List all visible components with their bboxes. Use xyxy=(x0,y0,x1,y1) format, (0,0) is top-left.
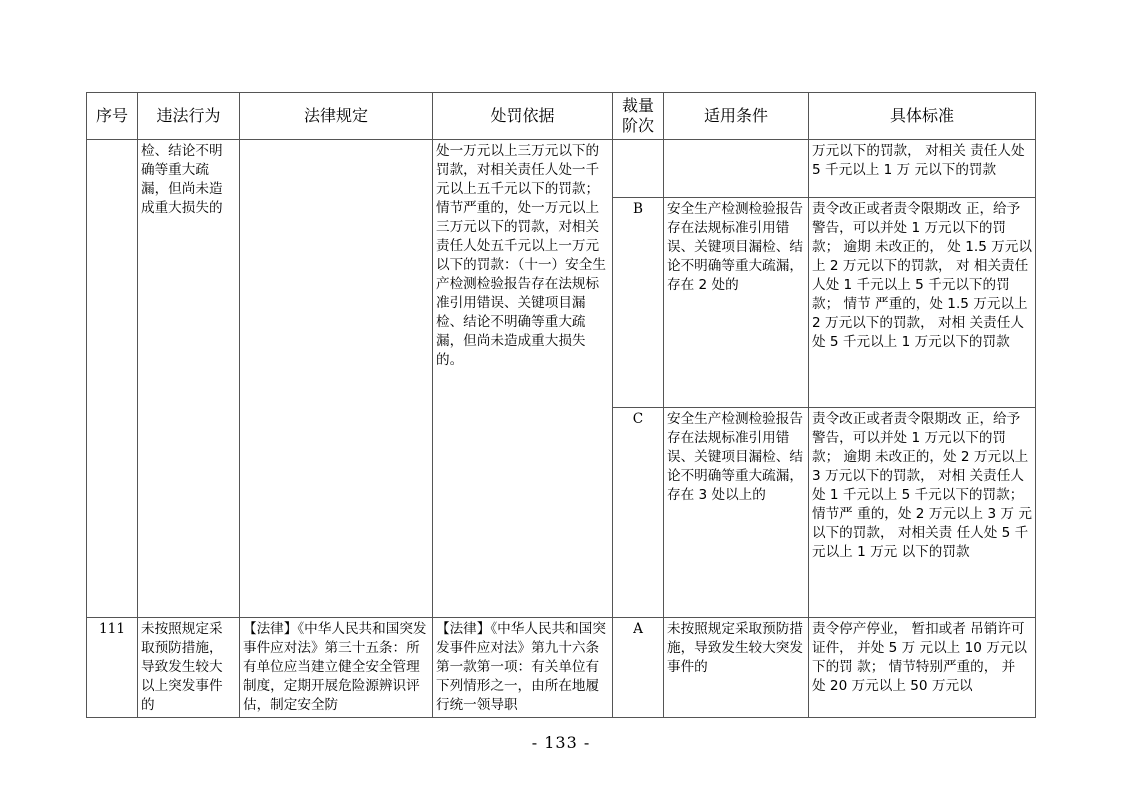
regulation-table xyxy=(86,92,1036,718)
header-row xyxy=(87,93,1036,140)
level-cell: B xyxy=(613,198,664,408)
seq-cell xyxy=(87,140,138,618)
level-cell xyxy=(613,140,664,198)
level-cell: C xyxy=(613,408,664,618)
seq-cell: 111 xyxy=(87,618,138,718)
table-row xyxy=(87,140,1036,198)
header-legal-provision: 法律规定 xyxy=(240,93,433,140)
penalty-basis-cell: 【法律】《中华人民共和国突发事件应对法》第九十六条第一款第一项：有关单位有下列情形之一，由所在地履行统一领导职 xyxy=(433,618,613,718)
header-condition: 适用条件 xyxy=(664,93,809,140)
header-violation: 违法行为 xyxy=(138,93,240,140)
violation-cell: 未按照规定采取预防措施，导致发生较大以上突发事件的 xyxy=(138,618,240,718)
standard-cell: 万元以下的罚款， 对相关 责任人处 5 千元以上 1 万 元以下的罚款 xyxy=(809,140,1036,198)
page-number: - 133 - xyxy=(531,733,591,752)
header-penalty-basis: 处罚依据 xyxy=(433,93,613,140)
table-row xyxy=(87,618,1036,718)
header-seq: 序号 xyxy=(87,93,138,140)
level-cell: A xyxy=(613,618,664,718)
legal-provision-cell: 【法律】《中华人民共和国突发事件应对法》第三十五条：所有单位应当建立健全安全管理制度，定期开展危险源辨识评估，制定安全防 xyxy=(240,618,433,718)
condition-cell xyxy=(664,140,809,198)
standard-cell: 责令改正或者责令限期改 正，给予警告，可以并处 1 万元以下的罚款； 逾期 未改正的，处 2 万元以上 3 万元以下的罚款， 对相 关责任人处 1 千元以上 5 千元以下的罚款； 情节严 重的，处 2 万元以上 3 万 元以下的罚款， 对相关责 任人处 5 千元以上 1 万元 以下的罚款 xyxy=(809,408,1036,618)
standard-cell: 责令改正或者责令限期改 正，给予警告，可以并处 1 万元以下的罚款； 逾期 未改正的， 处 1.5 万元以 上 2 万元以下的罚款， 对 相关责任人处 1 千元以上 5 千元以下的罚款； 情节 严重的，处 1.5 万元以上 2 万元以下的罚款， 对相 关责任人处 5 千元以上 1 万元以下的罚款 xyxy=(809,198,1036,408)
standard-cell: 责令停产停业， 暂扣或者 吊销许可证件， 并处 5 万 元以上 10 万元以下的罚 款； 情节特别严重的， 并 处 20 万元以上 50 万元以 xyxy=(809,618,1036,718)
penalty-basis-cell: 处一万元以上三万元以下的罚款，对相关责任人处一千元以上五千元以下的罚款；情节严重的，处一万元以上三万元以下的罚款，对相关责任人处五千元以上一万元以下的罚款：（十一）安全生产检测检验报告存在法规标准引用错误、关键项目漏检、结论不明确等重大疏漏，但尚未造成重大损失的。 xyxy=(433,140,613,618)
legal-provision-cell xyxy=(240,140,433,618)
header-discretion-level: 裁量阶次 xyxy=(613,93,664,140)
header-standard: 具体标准 xyxy=(809,93,1036,140)
condition-cell: 安全生产检测检验报告存在法规标准引用错误、关键项目漏检、结论不明确等重大疏漏， 存在 3 处以上的 xyxy=(664,408,809,618)
violation-cell: 检、结论不明确等重大疏漏，但尚未造成重大损失的 xyxy=(138,140,240,618)
condition-cell: 未按照规定采取预防措施，导致发生较大突发事件的 xyxy=(664,618,809,718)
condition-cell: 安全生产检测检验报告存在法规标准引用错误、关键项目漏检、结论不明确等重大疏漏， 存在 2 处的 xyxy=(664,198,809,408)
